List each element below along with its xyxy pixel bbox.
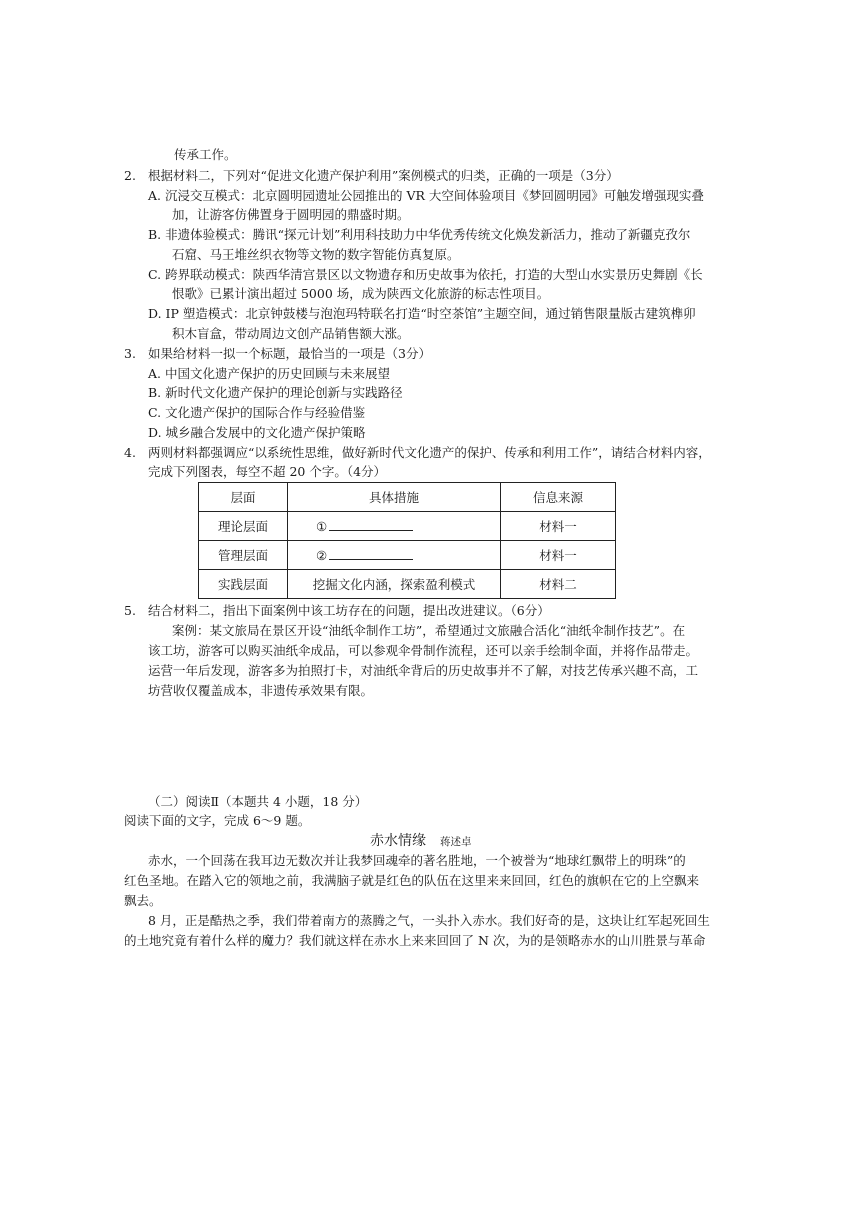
q3-option-c: C. 文化遗产保护的国际合作与经验借鉴 (148, 405, 366, 420)
table-header-cell: 具体措施 (288, 483, 501, 512)
q2-option-c-line1: C. 跨界联动模式：陕西华清宫景区以文物遗存和历史故事为依托，打造的大型山水实景历史舞剧《长 (148, 267, 703, 282)
q3-option-a: A. 中国文化遗产保护的历史回顾与未来展望 (148, 366, 390, 381)
passage-p1-line2: 红色圣地。在踏入它的领地之前，我满脑子就是红色的队伍在这里来来回回，红色的旗帜在它的上空飘来 (124, 873, 700, 888)
section-instruction: 阅读下面的文字，完成 6～9 题。 (124, 813, 311, 828)
q5-case-line1: 案例：某文旅局在景区开设“油纸伞制作工坊”，希望通过文旅融合活化“油纸伞制作技艺”。在 (172, 623, 686, 638)
answer-blank (329, 518, 413, 531)
source-cell: 材料二 (501, 570, 616, 599)
table-header-row (199, 483, 616, 512)
q3-stem: 如果给材料一拟一个标题，最恰当的一项是（3分） (148, 346, 431, 361)
q2-stem: 根据材料二，下列对“促进文化遗产保护利用”案例模式的归类，正确的一项是（3分） (148, 168, 619, 183)
q5-number: 5. (124, 603, 136, 618)
q5-stem: 结合材料二，指出下面案例中该工坊存在的问题，提出改进建议。（6分） (148, 603, 550, 618)
answer-blank (329, 547, 413, 560)
q5-case-line3: 运营一年后发现，游客多为拍照打卡，对油纸伞背后的历史故事并不了解，对技艺传承兴趣不高，工 (148, 663, 699, 678)
blank-marker: ① (316, 519, 328, 534)
passage-title-line (370, 832, 472, 851)
q2-option-a-line1: A. 沉浸交互模式：北京圆明园遗址公园推出的 VR 大空间体验项目《梦回圆明园》可触发增强现实叠 (148, 188, 704, 203)
q3-option-d: D. 城乡融合发展中的文化遗产保护策略 (148, 425, 366, 440)
q2-option-b-line2: 石窟、马王堆丝织衣物等文物的数字智能仿真复原。 (172, 247, 460, 262)
q2-number: 2. (124, 168, 136, 183)
q4-stem-line1: 两则材料都强调应“以系统性思维，做好新时代文化遗产的保护、传承和利用工作”，请结合材料内容， (148, 445, 711, 460)
passage-p2-line2: 的土地究竟有着什么样的魔力？我们就这样在赤水上来来回回了 N 次，为的是领略赤水的山川胜景与革命 (124, 933, 706, 948)
continuation-text: 传承工作。 (174, 147, 237, 162)
table-row (199, 541, 616, 570)
q2-option-b-line1: B. 非遗体验模式：腾讯“探元计划”利用科技助力中华优秀传统文化焕发新活力，推动了新疆克孜尔 (148, 227, 691, 242)
level-cell: 实践层面 (199, 570, 288, 599)
section-heading: （二）阅读Ⅱ（本题共 4 小题，18 分） (148, 794, 368, 809)
q3-number: 3. (124, 346, 136, 361)
measure-cell (288, 541, 501, 570)
table-row (199, 512, 616, 541)
table-header-cell: 信息来源 (501, 483, 616, 512)
q4-number: 4. (124, 445, 136, 460)
blank-marker: ② (316, 548, 328, 563)
q5-case-line4: 坊营收仅覆盖成本，非遗传承效果有限。 (148, 683, 374, 698)
q5-case-line2: 该工坊，游客可以购买油纸伞成品，可以参观伞骨制作流程，还可以亲手绘制伞面，并将作品带走。 (148, 643, 699, 658)
q2-option-d-line2: 积木盲盒，带动周边文创产品销售额大涨。 (172, 326, 410, 341)
passage-p1-line3: 飘去。 (124, 893, 162, 908)
q2-option-a-line2: 加，让游客仿佛置身于圆明园的鼎盛时期。 (172, 207, 410, 222)
source-cell: 材料一 (501, 512, 616, 541)
measure-cell (288, 512, 501, 541)
q2-option-d-line1: D. IP 塑造模式：北京钟鼓楼与泡泡玛特联名打造“时空茶馆”主题空间，通过销售限量版古建筑榫卯 (148, 306, 696, 321)
q4-stem-line2: 完成下列图表，每空不超 20 个字。（4分） (148, 464, 387, 479)
table-header-cell: 层面 (199, 483, 288, 512)
q2-option-c-line2: 恨歌》已累计演出超过 5000 场，成为陕西文化旅游的标志性项目。 (172, 286, 550, 301)
passage-p1-line1: 赤水，一个回荡在我耳边无数次并让我梦回魂牵的著名胜地，一个被誉为“地球红飘带上的明珠”的 (148, 853, 686, 868)
passage-author: 蒋述卓 (440, 836, 472, 848)
table-row (199, 570, 616, 599)
source-cell: 材料一 (501, 541, 616, 570)
passage-title: 赤水情缘 (370, 833, 426, 849)
level-cell: 理论层面 (199, 512, 288, 541)
level-cell: 管理层面 (199, 541, 288, 570)
q3-option-b: B. 新时代文化遗产保护的理论创新与实践路径 (148, 385, 403, 400)
passage-p2-line1: 8 月，正是酷热之季，我们带着南方的蒸腾之气，一头扑入赤水。我们好奇的是，这块让红军起死回生 (148, 913, 710, 928)
measure-cell: 挖掘文化内涵，探索盈利模式 (288, 570, 501, 599)
measures-table (198, 482, 616, 599)
